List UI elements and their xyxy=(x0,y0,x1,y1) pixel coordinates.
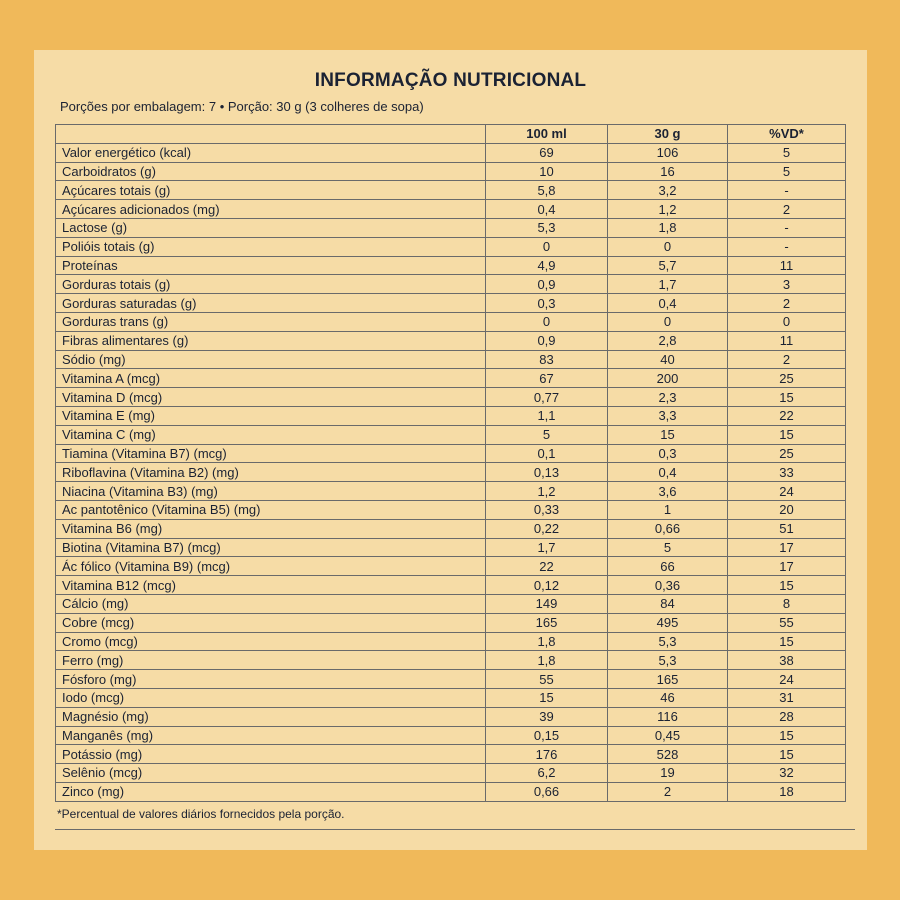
value-vd: 0 xyxy=(728,312,846,331)
nutrition-table xyxy=(55,124,846,802)
nutrient-name: Lactose (g) xyxy=(56,218,486,237)
nutrient-name: Açúcares adicionados (mg) xyxy=(56,200,486,219)
nutrient-name: Proteínas xyxy=(56,256,486,275)
value-100ml: 0,12 xyxy=(486,576,608,595)
value-30g: 0,4 xyxy=(608,463,728,482)
value-vd: 17 xyxy=(728,557,846,576)
value-100ml: 1,2 xyxy=(486,482,608,501)
nutrient-name: Carboidratos (g) xyxy=(56,162,486,181)
table-row xyxy=(56,388,846,407)
value-30g: 5,3 xyxy=(608,651,728,670)
table-row xyxy=(56,576,846,595)
value-30g: 2,8 xyxy=(608,331,728,350)
value-30g: 0 xyxy=(608,237,728,256)
table-row xyxy=(56,632,846,651)
value-30g: 2,3 xyxy=(608,388,728,407)
table-header-row xyxy=(56,125,846,144)
table-row xyxy=(56,444,846,463)
value-30g: 116 xyxy=(608,707,728,726)
value-vd: 51 xyxy=(728,519,846,538)
value-vd: 5 xyxy=(728,162,846,181)
value-30g: 165 xyxy=(608,670,728,689)
value-vd: 28 xyxy=(728,707,846,726)
value-vd: 15 xyxy=(728,745,846,764)
nutrient-name: Ác fólico (Vitamina B9) (mcg) xyxy=(56,557,486,576)
nutrient-name: Cromo (mcg) xyxy=(56,632,486,651)
value-100ml: 0,66 xyxy=(486,782,608,801)
table-row xyxy=(56,181,846,200)
table-row xyxy=(56,726,846,745)
table-row xyxy=(56,782,846,801)
value-100ml: 0,15 xyxy=(486,726,608,745)
table-row xyxy=(56,557,846,576)
serving-info: Porções por embalagem: 7 • Porção: 30 g (3 colheres de sopa) xyxy=(60,99,424,114)
nutrient-name: Vitamina D (mcg) xyxy=(56,388,486,407)
table-row xyxy=(56,594,846,613)
value-30g: 5,3 xyxy=(608,632,728,651)
value-100ml: 69 xyxy=(486,143,608,162)
value-100ml: 15 xyxy=(486,688,608,707)
value-100ml: 83 xyxy=(486,350,608,369)
value-vd: 11 xyxy=(728,331,846,350)
value-30g: 66 xyxy=(608,557,728,576)
value-30g: 0,66 xyxy=(608,519,728,538)
table-row xyxy=(56,482,846,501)
table-row xyxy=(56,651,846,670)
column-header-vd: %VD* xyxy=(728,125,846,144)
value-100ml: 10 xyxy=(486,162,608,181)
value-100ml: 4,9 xyxy=(486,256,608,275)
value-100ml: 1,8 xyxy=(486,632,608,651)
nutrient-name: Fósforo (mg) xyxy=(56,670,486,689)
value-100ml: 6,2 xyxy=(486,764,608,783)
value-30g: 0 xyxy=(608,312,728,331)
nutrient-name: Biotina (Vitamina B7) (mcg) xyxy=(56,538,486,557)
nutrient-name: Gorduras trans (g) xyxy=(56,312,486,331)
column-header-30g: 30 g xyxy=(608,125,728,144)
nutrient-name: Zinco (mg) xyxy=(56,782,486,801)
nutrient-name: Ferro (mg) xyxy=(56,651,486,670)
value-vd: 17 xyxy=(728,538,846,557)
value-30g: 3,2 xyxy=(608,181,728,200)
table-row xyxy=(56,275,846,294)
value-100ml: 0,77 xyxy=(486,388,608,407)
value-30g: 19 xyxy=(608,764,728,783)
value-100ml: 0,9 xyxy=(486,275,608,294)
table-row xyxy=(56,331,846,350)
table-row xyxy=(56,670,846,689)
value-100ml: 0,13 xyxy=(486,463,608,482)
value-100ml: 165 xyxy=(486,613,608,632)
value-vd: 32 xyxy=(728,764,846,783)
value-vd: 18 xyxy=(728,782,846,801)
nutrient-name: Iodo (mcg) xyxy=(56,688,486,707)
value-vd: 2 xyxy=(728,200,846,219)
value-30g: 40 xyxy=(608,350,728,369)
value-vd: 8 xyxy=(728,594,846,613)
value-30g: 16 xyxy=(608,162,728,181)
value-100ml: 39 xyxy=(486,707,608,726)
nutrient-name: Açúcares totais (g) xyxy=(56,181,486,200)
nutrient-name: Riboflavina (Vitamina B2) (mg) xyxy=(56,463,486,482)
nutrient-name: Tiamina (Vitamina B7) (mcg) xyxy=(56,444,486,463)
value-vd: 25 xyxy=(728,444,846,463)
value-vd: 24 xyxy=(728,670,846,689)
value-vd: 31 xyxy=(728,688,846,707)
value-30g: 3,3 xyxy=(608,406,728,425)
value-100ml: 0,3 xyxy=(486,294,608,313)
value-30g: 5 xyxy=(608,538,728,557)
footnote: *Percentual de valores diários fornecidos pela porção. xyxy=(57,807,345,821)
value-vd: - xyxy=(728,237,846,256)
page-title: INFORMAÇÃO NUTRICIONAL xyxy=(314,70,587,91)
value-100ml: 0,1 xyxy=(486,444,608,463)
value-vd: 2 xyxy=(728,350,846,369)
value-30g: 1 xyxy=(608,500,728,519)
table-row xyxy=(56,218,846,237)
table-row xyxy=(56,162,846,181)
nutrient-name: Potássio (mg) xyxy=(56,745,486,764)
value-100ml: 0 xyxy=(486,237,608,256)
value-100ml: 176 xyxy=(486,745,608,764)
nutrient-name: Vitamina E (mg) xyxy=(56,406,486,425)
value-30g: 2 xyxy=(608,782,728,801)
table-row xyxy=(56,256,846,275)
value-30g: 5,7 xyxy=(608,256,728,275)
table-row xyxy=(56,463,846,482)
value-30g: 15 xyxy=(608,425,728,444)
value-vd: 22 xyxy=(728,406,846,425)
table-row xyxy=(56,425,846,444)
value-vd: 2 xyxy=(728,294,846,313)
value-30g: 1,2 xyxy=(608,200,728,219)
value-vd: 33 xyxy=(728,463,846,482)
value-vd: 11 xyxy=(728,256,846,275)
table-row xyxy=(56,350,846,369)
nutrient-name: Cobre (mcg) xyxy=(56,613,486,632)
value-100ml: 0,33 xyxy=(486,500,608,519)
nutrient-name: Gorduras totais (g) xyxy=(56,275,486,294)
value-vd: 5 xyxy=(728,143,846,162)
table-row xyxy=(56,406,846,425)
value-30g: 200 xyxy=(608,369,728,388)
value-30g: 1,7 xyxy=(608,275,728,294)
nutrient-name: Niacina (Vitamina B3) (mg) xyxy=(56,482,486,501)
nutrient-name: Vitamina B12 (mcg) xyxy=(56,576,486,595)
table-row xyxy=(56,745,846,764)
nutrient-name: Vitamina C (mg) xyxy=(56,425,486,444)
value-100ml: 5,8 xyxy=(486,181,608,200)
table-row xyxy=(56,312,846,331)
value-100ml: 1,7 xyxy=(486,538,608,557)
value-30g: 84 xyxy=(608,594,728,613)
value-30g: 106 xyxy=(608,143,728,162)
nutrient-name: Polióis totais (g) xyxy=(56,237,486,256)
table-row xyxy=(56,500,846,519)
table-row xyxy=(56,707,846,726)
value-100ml: 0,22 xyxy=(486,519,608,538)
value-vd: 3 xyxy=(728,275,846,294)
nutrient-name: Vitamina B6 (mg) xyxy=(56,519,486,538)
value-30g: 0,36 xyxy=(608,576,728,595)
nutrient-name: Cálcio (mg) xyxy=(56,594,486,613)
value-vd: - xyxy=(728,181,846,200)
table-row xyxy=(56,764,846,783)
value-30g: 0,4 xyxy=(608,294,728,313)
value-vd: 55 xyxy=(728,613,846,632)
footer-divider xyxy=(55,829,855,830)
value-100ml: 22 xyxy=(486,557,608,576)
table-row xyxy=(56,200,846,219)
value-vd: - xyxy=(728,218,846,237)
value-100ml: 5 xyxy=(486,425,608,444)
table-row xyxy=(56,519,846,538)
nutrient-name: Ac pantotênico (Vitamina B5) (mg) xyxy=(56,500,486,519)
value-30g: 495 xyxy=(608,613,728,632)
nutrient-name: Fibras alimentares (g) xyxy=(56,331,486,350)
value-vd: 38 xyxy=(728,651,846,670)
value-100ml: 67 xyxy=(486,369,608,388)
nutrition-panel xyxy=(34,50,867,850)
value-100ml: 55 xyxy=(486,670,608,689)
table-row xyxy=(56,688,846,707)
value-100ml: 0 xyxy=(486,312,608,331)
value-vd: 20 xyxy=(728,500,846,519)
value-30g: 1,8 xyxy=(608,218,728,237)
table-body xyxy=(56,143,846,801)
nutrient-name: Sódio (mg) xyxy=(56,350,486,369)
value-100ml: 1,1 xyxy=(486,406,608,425)
value-vd: 24 xyxy=(728,482,846,501)
nutrient-name: Valor energético (kcal) xyxy=(56,143,486,162)
column-header-100ml: 100 ml xyxy=(486,125,608,144)
value-30g: 0,45 xyxy=(608,726,728,745)
nutrient-name: Manganês (mg) xyxy=(56,726,486,745)
value-30g: 528 xyxy=(608,745,728,764)
column-header-nutrient xyxy=(56,125,486,144)
value-vd: 15 xyxy=(728,425,846,444)
nutrient-name: Vitamina A (mcg) xyxy=(56,369,486,388)
table-row xyxy=(56,143,846,162)
table-row xyxy=(56,613,846,632)
nutrient-name: Magnésio (mg) xyxy=(56,707,486,726)
value-30g: 46 xyxy=(608,688,728,707)
value-100ml: 5,3 xyxy=(486,218,608,237)
table-row xyxy=(56,538,846,557)
value-vd: 15 xyxy=(728,632,846,651)
value-100ml: 1,8 xyxy=(486,651,608,670)
value-100ml: 0,9 xyxy=(486,331,608,350)
value-vd: 15 xyxy=(728,576,846,595)
value-100ml: 149 xyxy=(486,594,608,613)
value-30g: 0,3 xyxy=(608,444,728,463)
table-row xyxy=(56,237,846,256)
value-30g: 3,6 xyxy=(608,482,728,501)
table-row xyxy=(56,294,846,313)
nutrient-name: Selênio (mcg) xyxy=(56,764,486,783)
table-row xyxy=(56,369,846,388)
value-vd: 15 xyxy=(728,388,846,407)
nutrient-name: Gorduras saturadas (g) xyxy=(56,294,486,313)
value-vd: 25 xyxy=(728,369,846,388)
value-100ml: 0,4 xyxy=(486,200,608,219)
value-vd: 15 xyxy=(728,726,846,745)
